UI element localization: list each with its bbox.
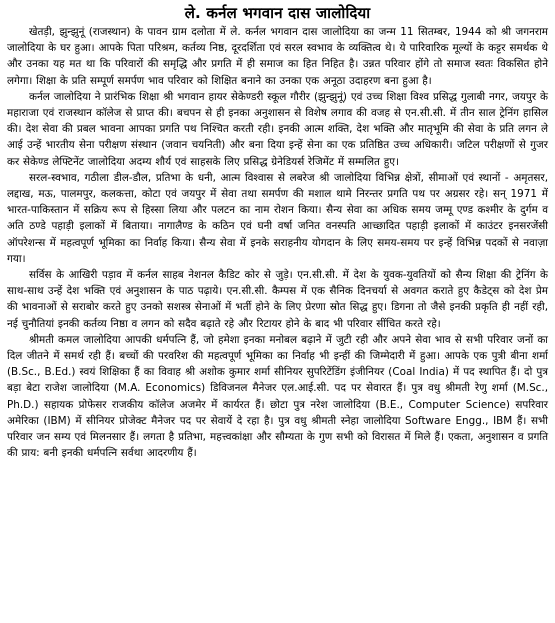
paragraph-service-postings: सरल-स्वभाव, गठीला डील-डौल, प्रतिभा के धनी, आत्म विश्वास से लबरेज श्री जालोदिया विभिन्न क्षेत्रों, सीमाओं एवं स्थानों - अमृतसर, लद्दाख, मऊ, पालमपुर, कलकत्ता, कोटा एवं जयपुर में सेवा तथा समर्पण की मशाल थामे निरन्तर प्रगति पथ पर अग्रसर रहे। सन् 1971 में भारत-पाकिस्तान में सक्रिय रूप से हिस्सा लिया और पलटन का नाम रोशन किया। सैन्य सेवा का अधिक समय जम्मू एण्ड कश्मीर के दुर्गम व अति ठण्डे पहाड़ी इलाकों में बिताया। नागालैण्ड के कठिन एवं घनी वर्षा जनित वनस्पति आच्छादित पहाड़ी इलाकों में काउंटर इनसरजेंसी ऑपरेशन्स में महत्वपूर्ण भूमिका का निर्वाह किया। सैन्य सेवा में इनके सराहनीय योगदान के लिए समय-समय पर इन्हें विभिन्न पदकों से नवाज़ा गया। — [7, 171, 548, 265]
paragraph-birth-family: खेतड़ी, झुन्झुनूं (राजस्थान) के पावन ग्राम दलोता में ले. कर्नल भगवान दास जालोदिया का जन्म 11 सितम्बर, 1944 को श्री जगनराम जालोदिया के घर हुआ। आपके पिता परिश्रम, कर्तव्य निष्ठ, दूरदर्शिता एवं सरल स्वभाव के व्यक्तित्व थे। ये पारिवारिक मूल्यों के कट्टर समर्थक थे और उनका यह मत था कि परिवारों की समृद्धि और प्रगति में ही समाज का हित निहित है। उन्नत परिवार होंगे तो समाज स्वतः विकसित होने लगेगा। शिक्षा के प्रति सम्पूर्ण समर्पण भाव परिवार को शिक्षित बनाने का उनका एक अनूठा उदाहरण बना हुआ है। — [7, 26, 548, 87]
paragraph-family: श्रीमती कमल जालोदिया आपकी धर्मपत्नि हैं, जो हमेशा इनका मनोबल बढ़ाने में जुटी रही और अपने सेवा भाव से सभी परिवार जनों का दिल जीतने में समर्थ रही हैं। बच्चों की परवरिश की महत्वपूर्ण भूमिका का निर्वाह भी इन्हीं की जिम्मेदारी में हुआ। आपके एक पुत्री बीना शर्मा (B.Sc., B.Ed.) स्वयं शिक्षिका हैं का विवाह श्री अशोक कुमार शर्मा सीनियर सुपरिटेंडिंग इंजीनियर (Coal India) में पद स्थापित हैं। दो पुत्र बड़ा बेटा राजेश जालोदिया (M.A. Economics) डिविजनल मैनेजर एल.आई.सी. पद पर सेवारत हैं। पुत्र वधु श्रीमती रेणु शर्मा (M.Sc., Ph.D.) सहायक प्रोफेसर राजकीय कॉलेज अजमेर में कार्यरत हैं। छोटा पुत्र नरेश जालोदिया (B.E., Computer Science) सपरिवार अमेरिका (IBM) में सीनियर प्रोजेक्ट मैनेजर पद पर सेवायें दे रहा है। पुत्र वधु श्रीमती स्नेहा जालोदिया Software Engg., IBM हैं। सभी परिवार जन सम्य एवं मिलनसार हैं। लगता है प्रतिभा, महत्त्वकांक्षा और सौम्यता के गुण सभी को विरासत में मिले हैं। एकता, अनुशासन व प्रगति की प्राय: बनी इनकी धर्मपत्नि सर्वथा आदरणीय हैं। — [7, 333, 548, 460]
paragraph-education-army: कर्नल जालोदिया ने प्रारंभिक शिक्षा श्री भगवान हायर सेकेण्डरी स्कूल गौरीर (झुन्झुनूं) एवं उच्च शिक्षा विश्व प्रसिद्ध गुलाबी नगर, जयपुर के महाराजा एवं राजस्थान कॉलेज से प्राप्त की। बचपन से ही इनका अनुशासन से विशेष लगाव की वजह से एन.सी.सी. में तीन साल ट्रेनिंग हासिल की। देश सेवा की प्रबल भावना आपका प्रगति पथ निश्चित करती रही। इनकी आत्म शक्ति, देश भक्ति और मातृभूमि की सेवा के प्रति लगन ले आई उन्हें भारतीय सेना परीक्षण संस्थान (जवान चयनिती) और बना दिया इन्हें सेना का एक प्रतिष्ठित उच्च अधिकारी। जटिल परीक्षणों से गुजर कर सेकेण्ड लेफ्टिनेंट जालोदिया अदम्य शौर्य एवं साहसके लिए प्रसिद्ध ग्रेनेडियर्स रेजिमेंट में सम्मलित हुए। — [7, 90, 548, 168]
document-title: ले. कर्नल भगवान दास जालोदिया — [184, 4, 371, 22]
paragraph-ncc-service: सर्विस के आखिरी पड़ाव में कर्नल साहब नेशनल कैडिट कोर से जुड़े। एन.सी.सी. में देश के युवक-युवतियों को सैन्य शिक्षा की ट्रेनिंग के साथ-साथ उन्हें देश भक्ति एवं अनुशासन के पाठ पढ़ाये। एन.सी.सी. कैम्पस में एक सैनिक दिनचर्या से अवगत कराते हुए कैडेट्स को देश प्रेम की भावनाओं से सराबोर करते हुए उनको सशस्त्र सेनाओं में भर्ती होने के लिए प्रेरणा स्रोत सिद्ध हुए। डिगना तो जैसे इनकी प्रकृति ही नहीं रही, नई चुनौतियां इनकी कर्तव्य निष्ठा व लगन को सदैव बढ़ाते रहे और रिटायर होने के बाद भी परिवार सींचित करते रहे। — [7, 269, 548, 330]
